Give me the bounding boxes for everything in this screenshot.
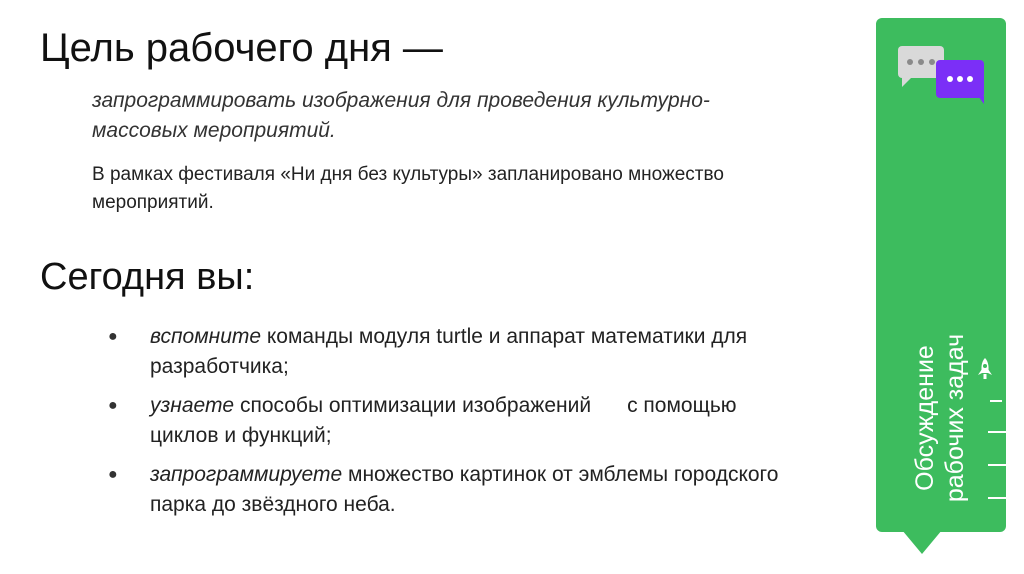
bullet-icon: ●	[108, 466, 118, 483]
divider-tick	[988, 431, 1006, 433]
list-item	[108, 460, 788, 520]
bullet-text: способы оптимизации изображений	[234, 394, 592, 417]
festival-text: В рамках фестиваля «Ни дня без культуры» запланировано множество мероприятий.	[92, 164, 724, 213]
today-subtitle: Сегодня вы:	[40, 256, 255, 298]
bullet-icon: ●	[108, 328, 118, 345]
bullet-lead: узнаете	[150, 394, 235, 417]
list-item	[108, 391, 788, 451]
side-panel-label-line1: Обсуждение	[911, 345, 939, 491]
bullet-lead: запрограммируете	[150, 463, 343, 486]
chat-bubbles-icon	[896, 44, 988, 106]
slide-title: Цель рабочего дня —	[40, 26, 443, 70]
today-list	[108, 322, 788, 529]
divider-tick	[988, 497, 1006, 499]
bullet-text: множество картинок от эмблемы городского парка до звёздного неба.	[150, 463, 779, 516]
bullet-lead: вспомните	[150, 325, 262, 348]
divider-tick	[990, 400, 1002, 402]
divider-tick	[988, 464, 1006, 466]
bullet-icon: ●	[108, 397, 118, 414]
side-panel-label	[910, 334, 970, 502]
bullet-text-continued: с помощью циклов и функций;	[150, 394, 737, 447]
side-panel-label-line2: рабочих задач	[941, 333, 969, 503]
rocket-icon	[976, 357, 994, 381]
side-panel-pointer	[902, 530, 942, 554]
goal-text: запрограммировать изображения для проведения культурно-массовых мероприятий.	[92, 89, 710, 142]
bullet-text: команды модуля turtle и аппарат математики для разработчика;	[150, 325, 748, 378]
list-item	[108, 322, 788, 382]
